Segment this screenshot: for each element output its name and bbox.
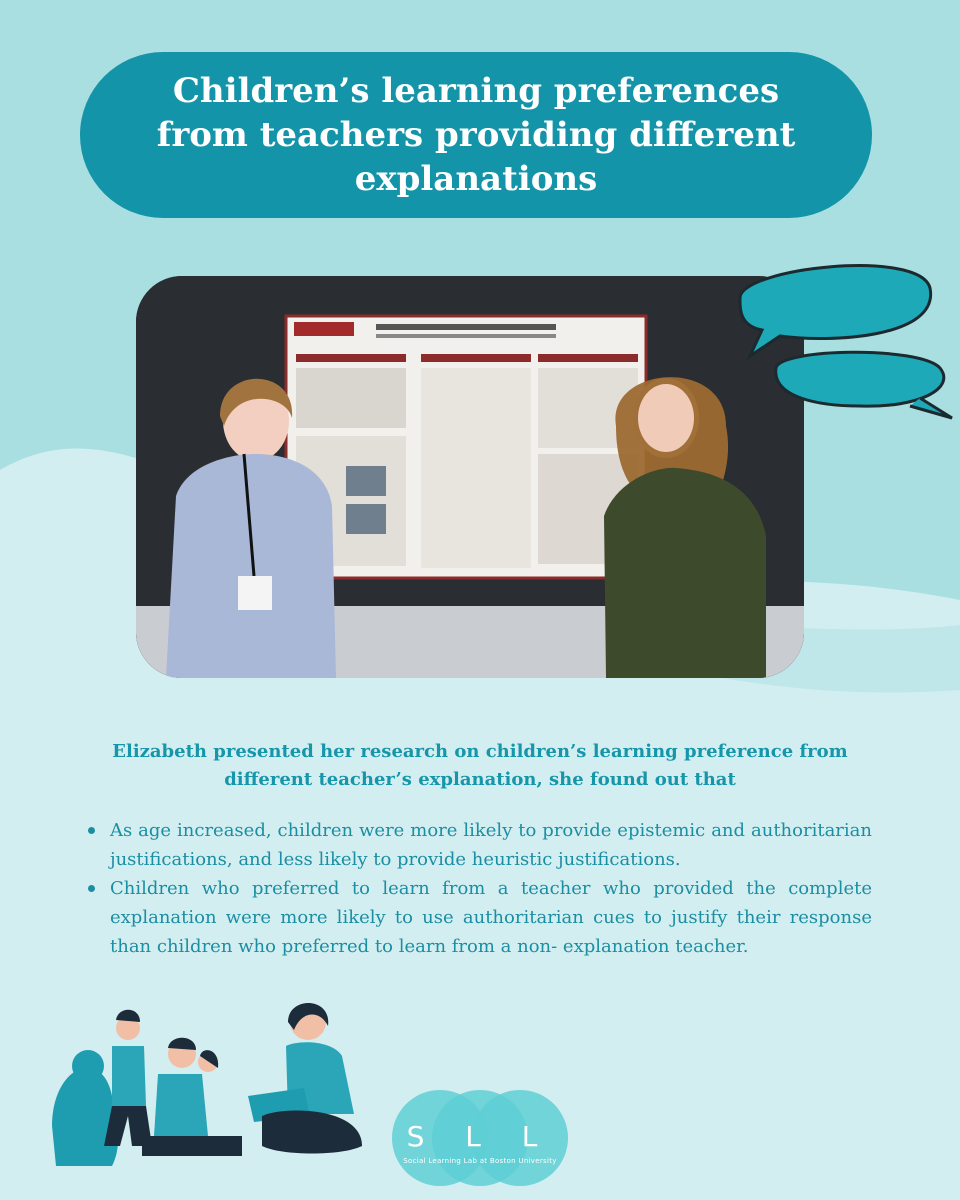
poster-photo-image — [136, 276, 804, 678]
logo-letters: S L L — [406, 1120, 554, 1153]
bullet-icon — [88, 827, 95, 834]
poster-photo — [136, 276, 804, 678]
findings-list — [84, 816, 872, 961]
finding-text: Children who preferred to learn from a teacher who provided the complete explanation were more likely to use authoritarian cues to justify their response than children who preferred to learn from a non- explanation teacher. — [110, 878, 872, 957]
sll-logo — [380, 1088, 580, 1188]
finding-text: As age increased, children were more likely to provide epistemic and authoritarian justifications, and less likely to provide heuristic justifications. — [110, 820, 872, 870]
logo-caption: Social Learning Lab at Boston University — [403, 1157, 557, 1165]
intro-text: Elizabeth presented her research on children’s learning preference from different teacher’s explanation, she found out that — [112, 741, 848, 790]
finding-item — [84, 816, 872, 874]
speech-bubbles-icon — [720, 248, 960, 428]
title-banner — [80, 52, 872, 218]
children-reading-illustration — [42, 996, 372, 1176]
bullet-icon — [88, 885, 95, 892]
finding-item — [84, 874, 872, 961]
page-title: Children’s learning preferences from teachers providing different explanations — [156, 71, 796, 199]
